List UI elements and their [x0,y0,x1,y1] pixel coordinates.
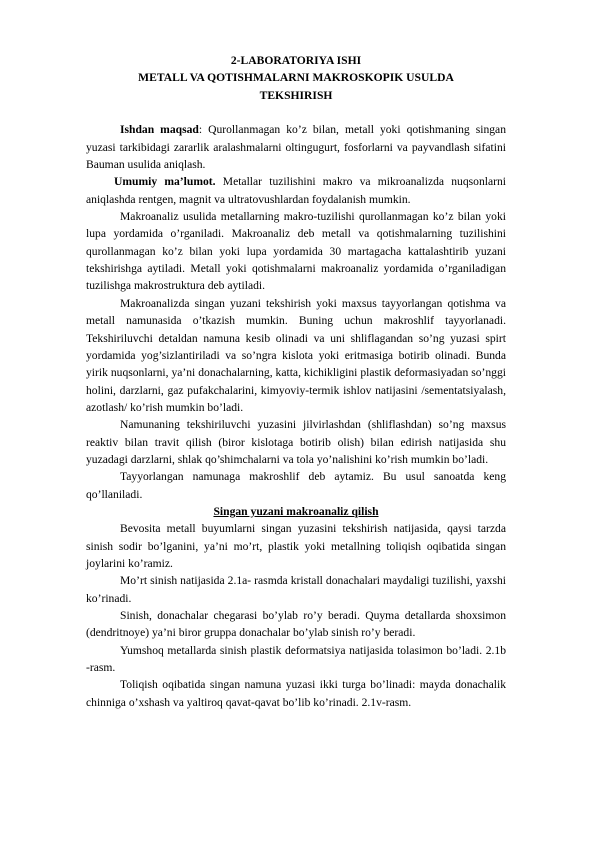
body-paragraph-grain-boundary: Sinish, donachalar chegarasi bo’ylab ro’y beradi. Quyma detallarda shoxsimon (dendritnoye) ya’ni biror gruppa donachalar bo’ylab sinish ro’y beradi. [86,609,506,640]
body-paragraph-etching: Namunaning tekshiriluvchi yuzasini jilvirlashdan (shliflashdan) so’ng maxsus reaktiv bilan travit qilish (biror kislotaga botirib olish) bilan edirish natijasida shu yuzadagi darzlarni, shlak qo’shimchalarni va tola yo’nalishini ko’rish mumkin bo’ladi. [86,418,506,466]
body-paragraph-fatigue: Toliqish oqibatida singan namuna yuzasi ikki turga bo’linadi: mayda donachalik chinniga o’xshash va yaltiroq qavat-qavat bo’lib ko’rinadi. 2.1v-rasm. [86,678,506,709]
document-page [86,52,506,711]
body-paragraph-direct-inspection: Bevosita metall buyumlarni singan yuzasini tekshirish natijasida, qaysi tarzda sinish sodir bo’lganini, ya’ni mo’rt, plastik yoki metallning toliqish oqibatida singan joylarini ko’ramiz. [86,522,506,570]
body-paragraph-macrosection: Tayyorlangan namunaga makroshlif deb aytamiz. Bu usul sanoatda keng qo’llaniladi. [86,470,506,501]
lab-title-line: METALL VA QOTISHMALARNI MAKROSKOPIK USULDA [138,71,454,85]
aim-paragraph [86,121,506,173]
general-info-label: Umumiy ma’lumot. [114,175,216,189]
aim-text: : Qurollanmagan ko’z bilan, metall yoki qotishmaning singan yuzasi tarkibidagi zararlik aralashmalarni oltingugurt, fosforlarni va payvandlash sifatini Bauman usulida aniqlash. [86,123,507,172]
body-paragraph-fracture-surface: Makroanalizda singan yuzani tekshirish yoki maxsus tayyorlangan qotishma va metall namunasida o’tkazish mumkin. Buning uchun makroshlif tayyorlanadi. Tekshiriluvchi detaldan namuna kesib olinadi va uni shliflagandan so’ng yuzasi spirt yordamida yog’sizlantiriladi va so’ngra kislota yoki eritmasiga botirib olinadi. Bunda yirik nuqsonlarni, ya’ni donachalarning, katta, kichikligini plastik deformasiyadan so’nggi holini, darzlarni, gaz pufakchalarini, kimyoviy-termik ishlov natijasini /sementatsiyalash, azotlash/ ko’rish mumkin bo’ladi. [86,296,506,414]
aim-label: Ishdan maqsad [120,123,199,137]
body-paragraph-macroanalysis: Makroanaliz usulida metallarning makro-tuzilishi qurollanmagan ko’z bilan yoki lupa yordamida o’rganiladi. Makroanaliz deb metall va qotishmalarning tuzilishini qurollanmagan ko’z bilan yoki lupa yordamida 30 martagacha kattalashtirib yuzani tekshirishga aytiladi. Metall yoki qotishmalarni makroanaliz yordamida o’rganiladigan tuzilishga makrostruktura deb aytiladi. [86,210,506,293]
lab-title-line-continued: TEKSHIRISH [259,88,333,102]
general-info-text: Metallar tuzilishini makro va mikroanalizda nuqsonlarni aniqlashda rentgen, magnit va ultratovushlardan foydalanish mumkin. [86,175,506,206]
spacer [86,104,506,121]
lab-number-title: 2-LABORATORIYA ISHI [230,54,362,67]
body-paragraph-brittle-fracture: Mo’rt sinish natijasida 2.1a- rasmda kristall donachalari maydaligi tuzilishi, yaxshi ko’rinadi. [86,574,506,605]
body-paragraph-soft-metals: Yumshoq metallarda sinish plastik deformatsiya natijasida tolasimon bo’ladi. 2.1b -rasm. [86,643,506,675]
general-info-paragraph [86,173,506,208]
section-heading: Singan yuzani makroanaliz qilish [213,504,379,518]
